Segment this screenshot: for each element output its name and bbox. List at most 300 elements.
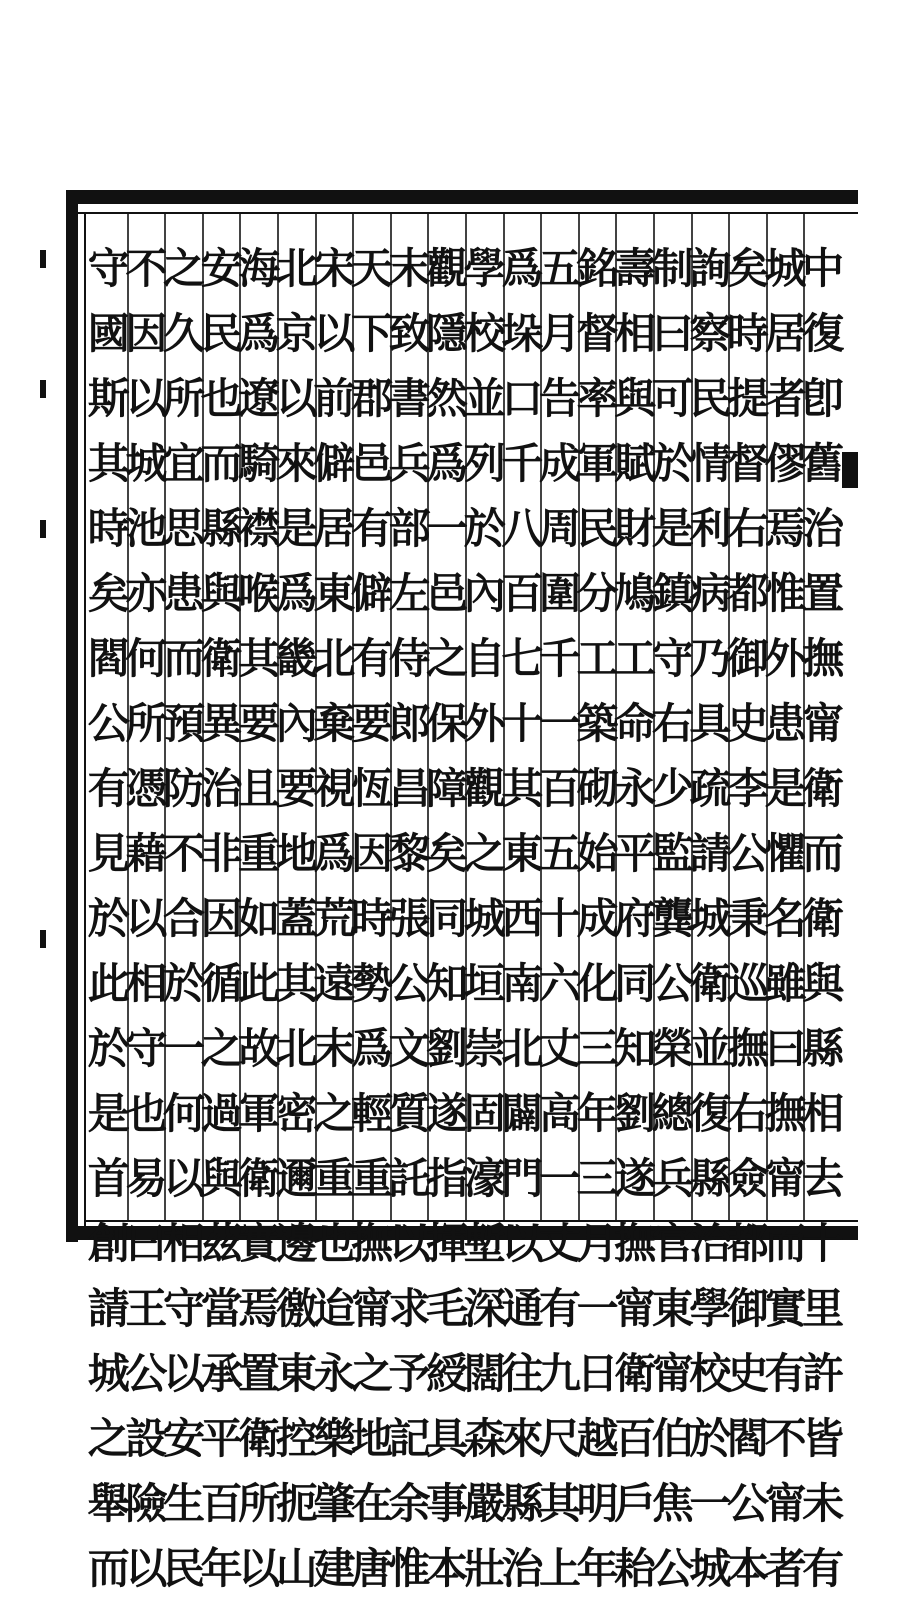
character: 舊 xyxy=(802,439,845,488)
character: 騎 xyxy=(238,439,281,488)
character: 率 xyxy=(576,374,619,423)
margin-mark xyxy=(40,250,46,268)
character: 衛 xyxy=(238,1414,281,1463)
character: 指 xyxy=(426,1154,469,1203)
character: 三 xyxy=(576,1154,619,1203)
character: 揮 xyxy=(426,1219,469,1268)
character: 治 xyxy=(689,1219,732,1268)
character: 患 xyxy=(764,699,807,748)
character: 懼 xyxy=(764,829,807,878)
character: 民 xyxy=(576,504,619,553)
character: 去 xyxy=(802,1154,845,1203)
character: 險 xyxy=(125,1479,168,1528)
character: 詢 xyxy=(689,244,732,293)
character: 知 xyxy=(614,1024,657,1073)
character: 王 xyxy=(125,1284,168,1333)
text-column xyxy=(82,236,136,1593)
character: 耛 xyxy=(614,1544,657,1593)
character: 公 xyxy=(726,829,769,878)
character: 塹 xyxy=(463,1219,506,1268)
character: 地 xyxy=(275,829,318,878)
character: 丈 xyxy=(538,1219,581,1268)
character: 自 xyxy=(463,634,506,683)
character: 以 xyxy=(238,1544,281,1593)
character: 郡 xyxy=(350,374,393,423)
character: 撫 xyxy=(350,1219,393,1268)
character: 以 xyxy=(125,374,168,423)
character: 深 xyxy=(463,1284,506,1333)
character: 闢 xyxy=(501,1089,544,1138)
character: 矣 xyxy=(426,829,469,878)
character: 守 xyxy=(125,1024,168,1073)
character: 山 xyxy=(275,1544,318,1593)
character: 以 xyxy=(162,1154,205,1203)
character: 里 xyxy=(802,1284,845,1333)
character: 是 xyxy=(764,764,807,813)
margin-mark xyxy=(40,520,46,538)
character: 北 xyxy=(501,1024,544,1073)
character: 九 xyxy=(538,1349,581,1398)
character: 北 xyxy=(275,1024,318,1073)
character: 思 xyxy=(162,504,205,553)
character: 北 xyxy=(275,244,318,293)
character: 於 xyxy=(162,959,205,1008)
character: 可 xyxy=(651,374,694,423)
character: 公 xyxy=(726,1479,769,1528)
character: 患 xyxy=(162,569,205,618)
character: 是 xyxy=(87,1089,130,1138)
character: 文 xyxy=(388,1024,431,1073)
character: 僉 xyxy=(726,1154,769,1203)
character: 前 xyxy=(313,374,356,423)
character: 以 xyxy=(388,1219,431,1268)
character: 右 xyxy=(726,1089,769,1138)
character: 有 xyxy=(764,1349,807,1398)
character: 斯 xyxy=(87,374,130,423)
character: 鳩 xyxy=(614,569,657,618)
character: 復 xyxy=(689,1089,732,1138)
character: 異 xyxy=(200,699,243,748)
character: 閻 xyxy=(87,634,130,683)
character: 綬 xyxy=(426,1349,469,1398)
character: 李 xyxy=(726,764,769,813)
character: 恆 xyxy=(350,764,393,813)
character: 榮 xyxy=(651,1024,694,1073)
character: 視 xyxy=(313,764,356,813)
character: 惟 xyxy=(764,569,807,618)
character: 撫 xyxy=(726,1024,769,1073)
character: 侍 xyxy=(388,634,431,683)
character: 其 xyxy=(275,959,318,1008)
character: 衛 xyxy=(200,634,243,683)
character: 尺 xyxy=(538,1414,581,1463)
character: 在 xyxy=(350,1479,393,1528)
character: 五 xyxy=(538,244,581,293)
character: 月 xyxy=(576,1219,619,1268)
character: 同 xyxy=(614,959,657,1008)
character: 居 xyxy=(313,504,356,553)
character: 此 xyxy=(238,959,281,1008)
character: 十 xyxy=(538,894,581,943)
character: 以 xyxy=(275,374,318,423)
character: 少 xyxy=(651,764,694,813)
character: 軍 xyxy=(238,1089,281,1138)
character: 森 xyxy=(463,1414,506,1463)
character: 於 xyxy=(463,504,506,553)
character: 爲 xyxy=(238,309,281,358)
character: 以 xyxy=(313,309,356,358)
character: 之 xyxy=(87,1414,130,1463)
character: 安 xyxy=(200,244,243,293)
character: 焦 xyxy=(651,1479,694,1528)
character: 之 xyxy=(200,1024,243,1073)
character: 一 xyxy=(162,1024,205,1073)
character: 承 xyxy=(200,1349,243,1398)
character: 重 xyxy=(238,829,281,878)
character: 崇 xyxy=(463,1024,506,1073)
character: 觀 xyxy=(463,764,506,813)
character: 史 xyxy=(726,1349,769,1398)
character: 一 xyxy=(538,1154,581,1203)
character: 閻 xyxy=(726,1414,769,1463)
character: 雖 xyxy=(764,959,807,1008)
character: 茲 xyxy=(200,1219,243,1268)
character: 而 xyxy=(200,439,243,488)
character: 右 xyxy=(726,504,769,553)
character: 巡 xyxy=(726,959,769,1008)
character: 矣 xyxy=(726,244,769,293)
character: 城 xyxy=(463,894,506,943)
character: 創 xyxy=(87,1219,130,1268)
character: 亦 xyxy=(125,569,168,618)
character: 成 xyxy=(576,894,619,943)
character: 軍 xyxy=(576,439,619,488)
character: 本 xyxy=(426,1544,469,1593)
character: 治 xyxy=(802,504,845,553)
character: 壯 xyxy=(463,1544,506,1593)
character: 所 xyxy=(162,374,205,423)
character: 甯 xyxy=(764,1154,807,1203)
character: 劉 xyxy=(614,1089,657,1138)
character: 之 xyxy=(463,829,506,878)
character: 分 xyxy=(576,569,619,618)
character: 衛 xyxy=(614,1349,657,1398)
character: 督 xyxy=(726,439,769,488)
character: 爲 xyxy=(350,1024,393,1073)
character: 也 xyxy=(313,1219,356,1268)
character: 故 xyxy=(238,1024,281,1073)
character: 年 xyxy=(576,1544,619,1593)
character: 荒 xyxy=(313,894,356,943)
character: 者 xyxy=(764,1544,807,1593)
character: 利 xyxy=(689,504,732,553)
character: 銘 xyxy=(576,244,619,293)
character: 之 xyxy=(350,1349,393,1398)
character: 因 xyxy=(125,309,168,358)
character: 都 xyxy=(726,569,769,618)
character: 來 xyxy=(275,439,318,488)
character: 與 xyxy=(200,569,243,618)
character: 校 xyxy=(463,309,506,358)
character: 兵 xyxy=(651,1154,694,1203)
character: 衛 xyxy=(689,959,732,1008)
character: 府 xyxy=(614,894,657,943)
character: 本 xyxy=(726,1544,769,1593)
character: 年 xyxy=(576,1089,619,1138)
character: 僻 xyxy=(313,439,356,488)
character: 甯 xyxy=(651,1349,694,1398)
character: 記 xyxy=(388,1414,431,1463)
character: 遂 xyxy=(426,1089,469,1138)
character: 一 xyxy=(426,504,469,553)
character: 城 xyxy=(87,1349,130,1398)
character: 衛 xyxy=(802,894,845,943)
character: 且 xyxy=(238,764,281,813)
character: 衛 xyxy=(802,764,845,813)
character: 當 xyxy=(200,1284,243,1333)
character: 六 xyxy=(538,959,581,1008)
character: 官 xyxy=(651,1219,694,1268)
character: 昌 xyxy=(388,764,431,813)
character: 三 xyxy=(576,1024,619,1073)
character: 甯 xyxy=(764,1479,807,1528)
character: 垛 xyxy=(501,309,544,358)
character: 築 xyxy=(576,699,619,748)
character: 居 xyxy=(764,309,807,358)
character: 十 xyxy=(802,1219,845,1268)
character: 相 xyxy=(802,1089,845,1138)
frame-top-inner-rule xyxy=(66,212,858,214)
character: 民 xyxy=(162,1544,205,1593)
character: 宜 xyxy=(162,439,205,488)
character: 遂 xyxy=(614,1154,657,1203)
character: 致 xyxy=(388,309,431,358)
character: 名 xyxy=(764,894,807,943)
character: 曰 xyxy=(764,1024,807,1073)
character: 是 xyxy=(651,504,694,553)
character: 左 xyxy=(388,569,431,618)
character: 徼 xyxy=(275,1284,318,1333)
character: 縣 xyxy=(200,504,243,553)
character: 書 xyxy=(388,374,431,423)
character: 上 xyxy=(538,1544,581,1593)
character: 撫 xyxy=(764,1089,807,1138)
character: 具 xyxy=(689,699,732,748)
character: 年 xyxy=(200,1544,243,1593)
character: 濠 xyxy=(463,1154,506,1203)
character: 置 xyxy=(238,1349,281,1398)
character: 相 xyxy=(125,959,168,1008)
character: 列 xyxy=(463,439,506,488)
character: 公 xyxy=(388,959,431,1008)
character: 門 xyxy=(501,1154,544,1203)
character: 海 xyxy=(238,244,281,293)
character: 以 xyxy=(125,894,168,943)
character: 通 xyxy=(501,1284,544,1333)
character: 御 xyxy=(726,634,769,683)
character: 邑 xyxy=(350,439,393,488)
character: 過 xyxy=(200,1089,243,1138)
character: 壽 xyxy=(614,244,657,293)
character: 託 xyxy=(388,1154,431,1203)
character: 於 xyxy=(87,894,130,943)
character: 知 xyxy=(426,959,469,1008)
character: 爲 xyxy=(275,569,318,618)
character: 焉 xyxy=(764,504,807,553)
character: 何 xyxy=(125,634,168,683)
character: 周 xyxy=(538,504,581,553)
character: 焉 xyxy=(238,1284,281,1333)
character: 非 xyxy=(200,829,243,878)
character: 外 xyxy=(463,699,506,748)
character: 外 xyxy=(764,634,807,683)
character: 防 xyxy=(162,764,205,813)
character: 邑 xyxy=(426,569,469,618)
character: 未 xyxy=(802,1479,845,1528)
character: 矣 xyxy=(87,569,130,618)
character: 襟 xyxy=(238,504,281,553)
character: 情 xyxy=(689,439,732,488)
character: 與 xyxy=(614,374,657,423)
character: 請 xyxy=(689,829,732,878)
character: 百 xyxy=(614,1414,657,1463)
character: 相 xyxy=(162,1219,205,1268)
character: 生 xyxy=(162,1479,205,1528)
character: 張 xyxy=(388,894,431,943)
character: 總 xyxy=(651,1089,694,1138)
character: 預 xyxy=(162,699,205,748)
character: 保 xyxy=(426,699,469,748)
character: 輕 xyxy=(350,1089,393,1138)
character: 所 xyxy=(125,699,168,748)
character: 監 xyxy=(651,829,694,878)
character: 日 xyxy=(576,1349,619,1398)
character: 憑 xyxy=(125,764,168,813)
character: 千 xyxy=(538,634,581,683)
character: 城 xyxy=(764,244,807,293)
character: 始 xyxy=(576,829,619,878)
character: 迨 xyxy=(313,1284,356,1333)
character: 藉 xyxy=(125,829,168,878)
character: 察 xyxy=(689,309,732,358)
character: 而 xyxy=(764,1219,807,1268)
character: 邇 xyxy=(275,1154,318,1203)
character: 循 xyxy=(200,959,243,1008)
character: 垣 xyxy=(463,959,506,1008)
character: 觀 xyxy=(426,244,469,293)
character: 守 xyxy=(87,244,130,293)
frame-top-border xyxy=(66,190,858,204)
margin-mark xyxy=(40,380,46,398)
character: 畿 xyxy=(275,634,318,683)
character: 工 xyxy=(614,634,657,683)
character: 樂 xyxy=(313,1414,356,1463)
character: 然 xyxy=(426,374,469,423)
character: 此 xyxy=(87,959,130,1008)
character: 劉 xyxy=(426,1024,469,1073)
character: 予 xyxy=(388,1349,431,1398)
character: 學 xyxy=(463,244,506,293)
character: 其 xyxy=(87,439,130,488)
character: 邊 xyxy=(275,1219,318,1268)
character: 國 xyxy=(87,309,130,358)
character: 天 xyxy=(350,244,393,293)
character: 許 xyxy=(802,1349,845,1398)
character: 高 xyxy=(538,1089,581,1138)
character: 並 xyxy=(463,374,506,423)
character: 求 xyxy=(388,1284,431,1333)
frame-left-border xyxy=(66,190,78,1242)
character: 月 xyxy=(538,309,581,358)
character: 永 xyxy=(614,764,657,813)
character: 肇 xyxy=(313,1479,356,1528)
character: 障 xyxy=(426,764,469,813)
character: 於 xyxy=(689,1414,732,1463)
character: 工 xyxy=(576,634,619,683)
margin-mark xyxy=(40,930,46,948)
character: 要 xyxy=(275,764,318,813)
character: 民 xyxy=(689,374,732,423)
character: 城 xyxy=(689,1544,732,1593)
character: 喉 xyxy=(238,569,281,618)
character: 往 xyxy=(501,1349,544,1398)
character: 成 xyxy=(538,439,581,488)
character: 丈 xyxy=(538,1024,581,1073)
character: 公 xyxy=(651,1544,694,1593)
character: 東 xyxy=(275,1349,318,1398)
character: 五 xyxy=(538,829,581,878)
character: 首 xyxy=(87,1154,130,1203)
character: 控 xyxy=(275,1414,318,1463)
character: 合 xyxy=(162,894,205,943)
character: 撫 xyxy=(614,1219,657,1268)
character: 戶 xyxy=(614,1479,657,1528)
character: 置 xyxy=(802,569,845,618)
character: 於 xyxy=(87,1024,130,1073)
character: 東 xyxy=(501,829,544,878)
character: 之 xyxy=(162,244,205,293)
character: 末 xyxy=(313,1024,356,1073)
character: 時 xyxy=(87,504,130,553)
character: 內 xyxy=(463,569,506,618)
character: 要 xyxy=(350,699,393,748)
character: 越 xyxy=(576,1414,619,1463)
character: 余 xyxy=(388,1479,431,1528)
character: 財 xyxy=(614,504,657,553)
character: 七 xyxy=(501,634,544,683)
character: 千 xyxy=(501,439,544,488)
character: 撫 xyxy=(802,634,845,683)
character: 而 xyxy=(87,1544,130,1593)
character: 因 xyxy=(200,894,243,943)
character: 具 xyxy=(426,1414,469,1463)
character: 設 xyxy=(125,1414,168,1463)
character: 之 xyxy=(313,1089,356,1138)
character: 遠 xyxy=(313,959,356,1008)
character: 而 xyxy=(802,829,845,878)
character: 僻 xyxy=(350,569,393,618)
character: 病 xyxy=(689,569,732,618)
character: 伯 xyxy=(651,1414,694,1463)
character: 甯 xyxy=(614,1284,657,1333)
character: 不 xyxy=(125,244,168,293)
character: 勢 xyxy=(350,959,393,1008)
character: 唐 xyxy=(350,1544,393,1593)
character: 提 xyxy=(726,374,769,423)
character: 建 xyxy=(313,1544,356,1593)
character: 舉 xyxy=(87,1479,130,1528)
character: 永 xyxy=(313,1349,356,1398)
